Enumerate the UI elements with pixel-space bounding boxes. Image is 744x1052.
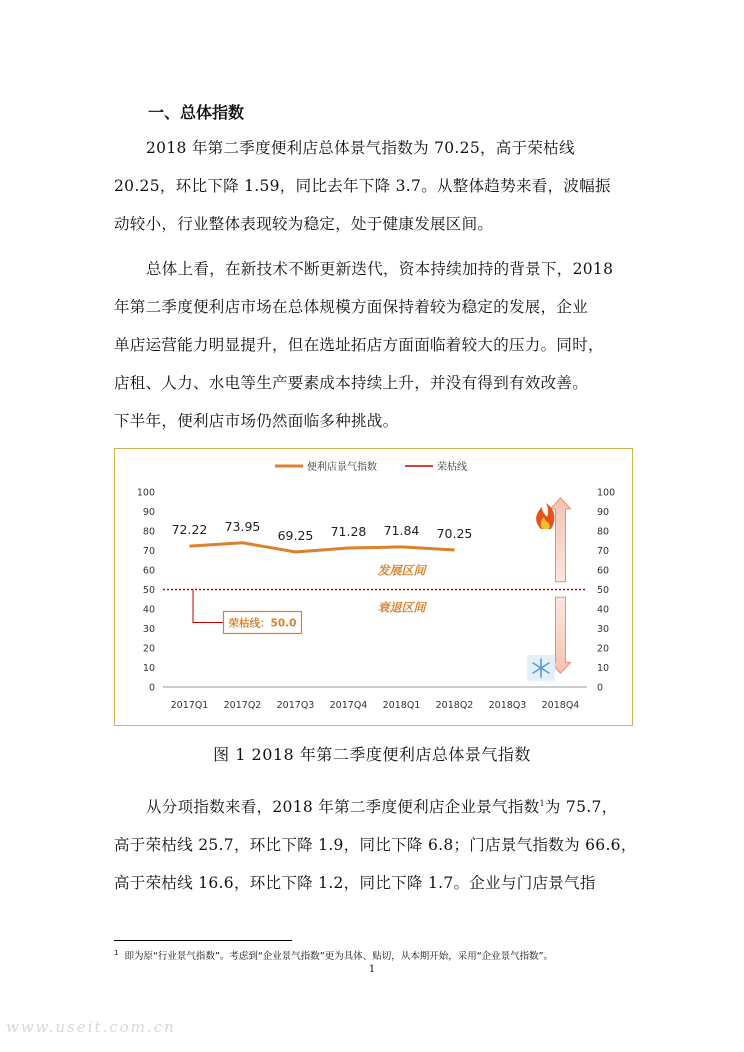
y-axis-left [137, 488, 155, 694]
footnote-divider [114, 940, 292, 941]
y2-tick-label: 90 [597, 507, 610, 518]
y-tick-label: 0 [148, 682, 155, 694]
text-line: 年第二季度便利店市场在总体规模方面保持着较为稳定的发展，企业 [114, 298, 589, 316]
index-line-chart [115, 449, 632, 725]
x-tick-label: 2018Q1 [382, 700, 421, 711]
y-tick-label: 30 [142, 624, 155, 635]
text-line: 总体上看，在新技术不断更新迭代，资本持续加持的背景下，2018 [146, 260, 614, 278]
x-tick-label: 2017Q4 [329, 700, 368, 711]
callout-text: 荣枯线：50.0 [228, 617, 297, 630]
x-tick-label: 2018Q2 [435, 700, 474, 711]
y-tick-label: 20 [142, 643, 155, 655]
footnote [114, 948, 634, 962]
text-line: 高于荣枯线 25.7，环比下降 1.9，同比下降 6.8；门店景气指数为 66.6， [114, 836, 637, 855]
footnote-reference[interactable]: 1 [539, 799, 545, 808]
x-tick-label: 2017Q3 [276, 700, 315, 711]
data-label: 71.28 [330, 524, 367, 540]
x-tick-label: 2018Q4 [541, 700, 580, 711]
y2-tick-label: 60 [597, 565, 610, 577]
section-heading: 一、总体指数 [148, 103, 245, 122]
y-tick-label: 50 [142, 585, 155, 596]
y2-tick-label: 50 [597, 585, 610, 596]
text-line: 动较小，行业整体表现较为稳定，处于健康发展区间。 [114, 215, 494, 233]
callout-leader-line [193, 590, 224, 623]
text-line: 20.25，环比下降 1.59，同比去年下降 3.7。从整体趋势来看，波幅振 [114, 177, 611, 195]
x-axis [171, 700, 580, 711]
chart-legend [275, 460, 467, 473]
text-line: 单店运营能力明显提升，但在选址拓店方面面临着较大的压力。同时， [114, 336, 604, 354]
legend-label-index: 便利店景气指数 [307, 462, 377, 473]
y-tick-label: 90 [142, 507, 155, 518]
text-line: 店租、人力、水电等生产要素成本持续上升，并没有得到有效改善。 [114, 374, 589, 392]
data-labels [172, 519, 473, 543]
data-label: 73.95 [224, 518, 261, 534]
chart-frame [114, 448, 633, 726]
y2-tick-label: 40 [597, 604, 610, 616]
y2-tick-label: 10 [597, 663, 610, 674]
text-segment: 为 75.7， [544, 798, 618, 817]
paragraph-overview [114, 250, 630, 440]
paragraph-sub-indices [114, 785, 637, 902]
x-tick-label: 2017Q1 [170, 700, 209, 711]
text-segment: 从分项指数来看，2018 年第二季度便利店企业景气指数 [146, 798, 540, 817]
y2-tick-label: 80 [597, 526, 610, 538]
snowflake-icon [527, 655, 555, 681]
text-line: 下半年，便利店市场仍然面临多种挑战。 [114, 412, 399, 430]
footnote-text: 即为原“行业景气指数”。考虑到“企业景气指数”更为具体、贴切，从本期开始，采用“企业景气指数”。 [124, 951, 554, 962]
legend-label-threshold: 荣枯线 [437, 462, 467, 473]
y-tick-label: 40 [142, 604, 155, 616]
text-line: 高于荣枯线 16.6，环比下降 1.2，同比下降 1.7。企业与门店景气指 [114, 874, 596, 893]
y2-tick-label: 70 [597, 546, 610, 557]
y2-tick-label: 100 [597, 487, 616, 499]
page-number: 1 [368, 964, 376, 975]
y2-tick-label: 20 [597, 643, 610, 655]
y-tick-label: 70 [142, 546, 155, 557]
zone-arrows [551, 498, 571, 673]
y-tick-label: 60 [142, 565, 155, 577]
y-tick-label: 100 [136, 487, 155, 499]
watermark: www.useit.com.cn [6, 1018, 176, 1036]
y-tick-label: 10 [142, 663, 155, 674]
paragraph-overall-index [114, 129, 630, 243]
zone-label-growth: 发展区间 [377, 563, 426, 578]
x-tick-label: 2017Q2 [223, 700, 262, 711]
figure-caption: 图 1 2018 年第二季度便利店总体景气指数 [213, 745, 531, 764]
growth-arrow [551, 498, 571, 582]
x-tick-label: 2018Q3 [488, 700, 527, 711]
data-label: 69.25 [277, 527, 314, 543]
data-label: 72.22 [171, 522, 208, 538]
data-label: 70.25 [436, 526, 473, 542]
text-line: 2018 年第二季度便利店总体景气指数为 70.25，高于荣枯线 [146, 139, 575, 157]
y-tick-label: 80 [142, 526, 155, 538]
data-label: 71.84 [383, 522, 420, 538]
y2-tick-label: 30 [597, 624, 610, 635]
text-line [114, 785, 630, 826]
y-axis-right [597, 488, 615, 694]
footnote-marker: 1 [114, 948, 119, 957]
series-line-index [190, 543, 455, 552]
y2-tick-label: 0 [597, 682, 604, 694]
zone-label-recession: 衰退区间 [377, 600, 426, 615]
threshold-callout [193, 590, 302, 634]
